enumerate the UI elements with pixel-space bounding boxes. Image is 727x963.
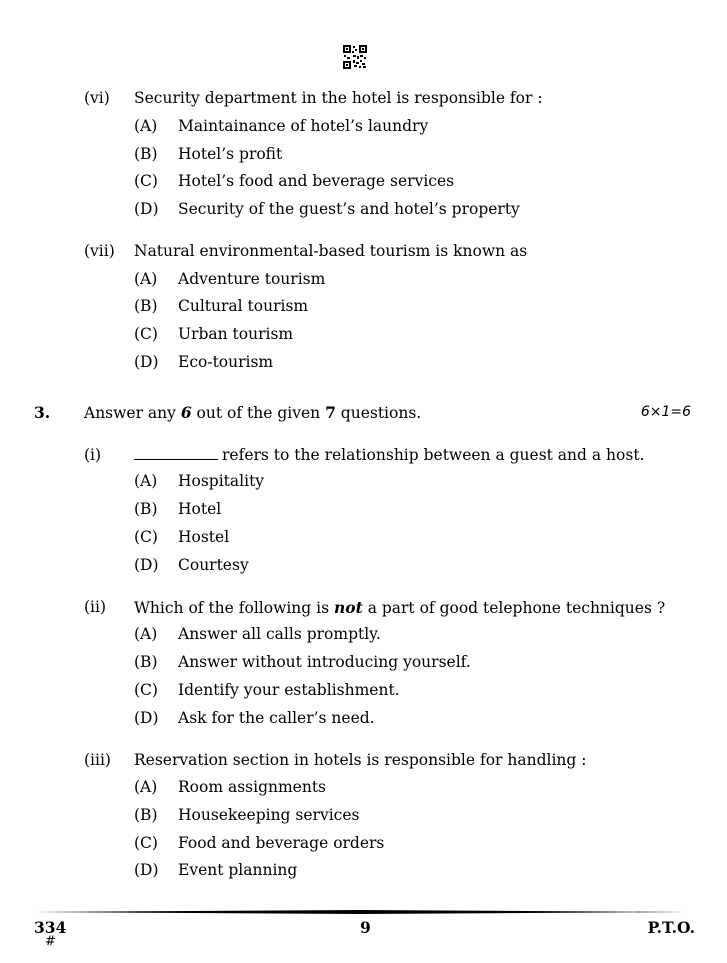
question-text: Reservation section in hotels is responsible for handling : (134, 751, 587, 769)
question-text: Security department in the hotel is responsible for : (134, 89, 543, 107)
question-number: (ii) (84, 598, 107, 616)
option-text: Hospitality (178, 472, 265, 490)
option-text: Food and beverage orders (178, 834, 385, 852)
option-text: Hotel’s profit (178, 145, 283, 163)
option-text: Maintainance of hotel’s laundry (178, 117, 429, 135)
question-number: (iii) (84, 751, 111, 769)
option-text: Room assignments (178, 778, 327, 796)
option-label: (A) (134, 117, 158, 135)
option-text: Hotel (178, 500, 222, 518)
hash-mark: # (45, 934, 56, 949)
option-label: (C) (134, 325, 158, 343)
paper-code: 334 (34, 918, 67, 937)
option-label: (B) (134, 653, 158, 671)
option-label: (A) (134, 472, 158, 490)
option-text: Identify your establishment. (178, 681, 400, 699)
option-label: (A) (134, 778, 158, 796)
option-label: (A) (134, 270, 158, 288)
question-number: (vii) (84, 242, 115, 260)
option-label: (B) (134, 145, 158, 163)
option-text: Adventure tourism (178, 270, 326, 288)
option-label: (D) (134, 353, 159, 371)
option-text: Event planning (178, 861, 298, 879)
option-label: (D) (134, 556, 159, 574)
option-text: Urban tourism (178, 325, 294, 343)
footer-rule (34, 910, 686, 914)
option-label: (B) (134, 806, 158, 824)
option-text: Eco-tourism (178, 353, 274, 371)
option-label: (D) (134, 200, 159, 218)
option-label: (B) (134, 297, 158, 315)
option-label: (A) (134, 625, 158, 643)
option-text: Security of the guest’s and hotel’s property (178, 200, 520, 218)
question-text: Which of the following is not a part of good telephone techniques ? (134, 598, 666, 617)
option-text: Courtesy (178, 556, 249, 574)
qr-code (343, 45, 367, 69)
option-text: Ask for the caller’s need. (178, 709, 375, 727)
option-text: Housekeeping services (178, 806, 360, 824)
option-label: (C) (134, 834, 158, 852)
option-label: (D) (134, 861, 159, 879)
question-text: refers to the relationship between a guest and a host. (134, 446, 644, 464)
option-text: Answer without introducing yourself. (178, 653, 471, 671)
pto-label: P.T.O. (647, 918, 695, 937)
option-label: (C) (134, 528, 158, 546)
section-marks: 6×1=6 (640, 404, 691, 420)
question-number: (vi) (84, 89, 110, 107)
question-number: (i) (84, 446, 102, 464)
page-number: 9 (360, 918, 371, 937)
option-text: Hostel (178, 528, 230, 546)
option-label: (C) (134, 681, 158, 699)
question-text: Natural environmental-based tourism is known as (134, 242, 528, 260)
section-instruction: Answer any 6 out of the given 7 questions. (84, 403, 422, 422)
option-text: Cultural tourism (178, 297, 309, 315)
fill-blank (134, 447, 218, 460)
option-label: (B) (134, 500, 158, 518)
option-text: Hotel’s food and beverage services (178, 172, 455, 190)
section-number: 3. (34, 403, 51, 422)
option-label: (C) (134, 172, 158, 190)
option-label: (D) (134, 709, 159, 727)
option-text: Answer all calls promptly. (178, 625, 381, 643)
